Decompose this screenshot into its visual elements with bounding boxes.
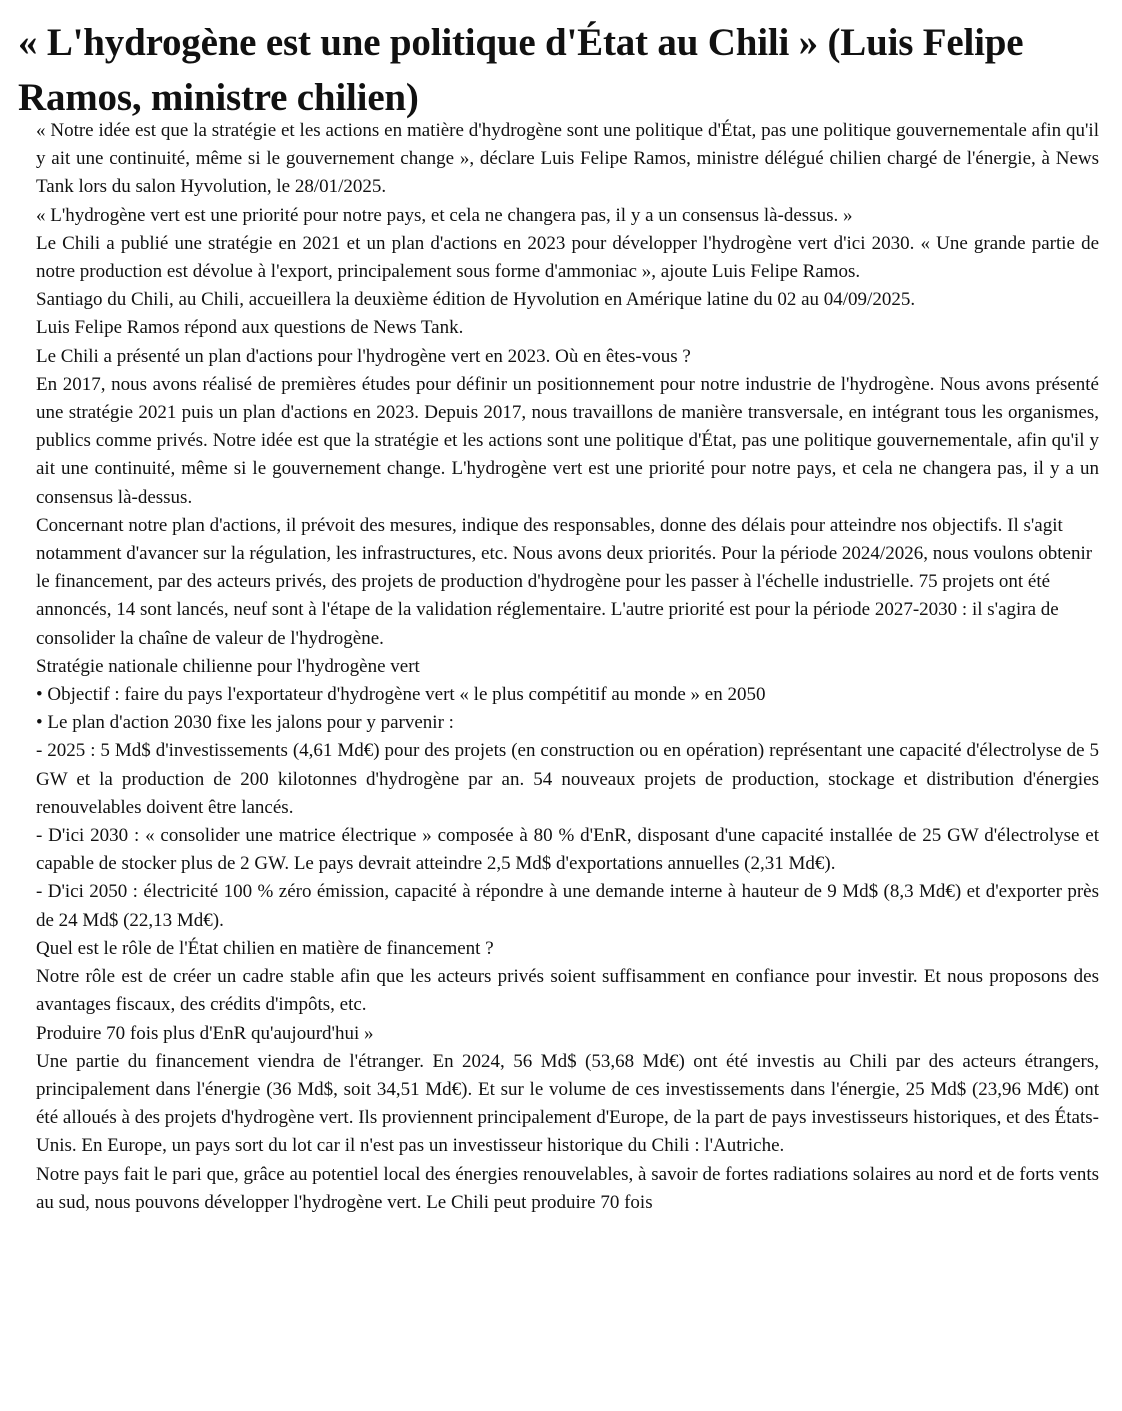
answer-history: En 2017, nous avons réalisé de premières études pour définir un positionnement pour notre industrie de l'hydrogène. Nous avons présenté une stratégie 2021 puis un plan d'actions en 2023. Depuis 2017, nous travaillons de manière transversale, en intégrant tous les organismes, publics comme privés. Notre idée est que la stratégie et les actions sont une politique d'État, pas une politique gouvernementale, afin qu'il y ait une continuité, même si le gouvernement change. L'hydrogène vert est une priorité pour notre pays, et cela ne changera pas, il y a un consensus là-dessus. (36, 373, 1099, 508)
milestone-2025: - 2025 : 5 Md$ d'investissements (4,61 Md€) pour des projets (en construction ou en opération) représentant une capacité d'électrolyse de 5 GW et la production de 200 kilotonnes d'hydrogène par an. 54 nouveaux projets de production, stockage et distribution d'énergies renouvelables doivent être lancés. (36, 740, 1099, 818)
answer-financing: Notre rôle est de créer un cadre stable afin que les acteurs privés soient suffisamment en confiance pour investir. Et nous proposons des avantages fiscaux, des crédits d'impôts, etc. (36, 966, 1099, 1016)
answer-priorities: Concernant notre plan d'actions, il prévoit des mesures, indique des responsables, donne des délais pour atteindre nos objectifs. Il s'agit notamment d'avancer sur la régulation, les infrastructures, etc. Nous avons deux priorités. Pour la période 2024/2026, nous voulons obtenir le financement, par des acteurs privés, des projets de production d'hydrogène pour les passer à l'échelle industrielle. 75 projets ont été annoncés, 14 sont lancés, neuf sont à l'étape de la validation réglementaire. L'autre priorité est pour la période 2027-2030 : il s'agira de consolider la chaîne de valeur de l'hydrogène. (36, 514, 1093, 649)
bullet-plan-2030: • Le plan d'action 2030 fixe les jalons pour y parvenir : (36, 712, 454, 734)
milestone-2050: - D'ici 2050 : électricité 100 % zéro émission, capacité à répondre à une demande interne à hauteur de 9 Md$ (8,3 Md€) et d'exporter près de 24 Md$ (22,13 Md€). (36, 881, 1099, 931)
question-financing: Quel est le rôle de l'État chilien en matière de financement ? (36, 937, 494, 959)
bullet-objective: • Objectif : faire du pays l'exportateur d'hydrogène vert « le plus compétitif au monde » en 2050 (36, 684, 766, 706)
paragraph-interview-intro: Luis Felipe Ramos répond aux questions de News Tank. (36, 317, 464, 339)
article-title: « L'hydrogène est une politique d'État au Chili » (Luis Felipe Ramos, ministre chilien) (18, 21, 1024, 119)
box-heading-strategy: Stratégie nationale chilienne pour l'hydrogène vert (36, 655, 420, 677)
milestone-2030: - D'ici 2030 : « consolider une matrice électrique » composée à 80 % d'EnR, disposant d'une capacité installée de 25 GW d'électrolyse et capable de stocker plus de 2 GW. Le pays devrait atteindre 2,5 Md$ d'exportations annuelles (2,31 Md€). (36, 825, 1099, 875)
paragraph-event-santiago: Santiago du Chili, au Chili, accueillera la deuxième édition de Hyvolution en Amérique latine du 02 au 04/09/2025. (36, 289, 916, 311)
paragraph-strategy-context: Le Chili a publié une stratégie en 2021 et un plan d'actions en 2023 pour développer l'hydrogène vert d'ici 2030. « Une grande partie de notre production est dévolue à l'export, principalement sous forme d'ammoniac », ajoute Luis Felipe Ramos. (36, 232, 1099, 283)
question-action-plan: Le Chili a présenté un plan d'actions pour l'hydrogène vert en 2023. Où en êtes-vous ? (36, 345, 691, 367)
paragraph-intro-quote: « Notre idée est que la stratégie et les actions en matière d'hydrogène sont une politique d'État, pas une politique gouvernementale afin qu'il y ait une continuité, même si le gouvernement change », déclare Luis Felipe Ramos, ministre délégué chilien chargé de l'énergie, à News Tank lors du salon Hyvolution, le 28/01/2025. (36, 120, 1099, 198)
subheading-70-times: Produire 70 fois plus d'EnR qu'aujourd'hui » (36, 1022, 374, 1044)
paragraph-foreign-investment: Une partie du financement viendra de l'étranger. En 2024, 56 Md$ (53,68 Md€) ont été investis au Chili par des acteurs étrangers, principalement dans l'énergie (36 Md$, soit 34,51 Md€). Et sur le volume de ces investissements dans l'énergie, 25 Md$ (23,96 Md€) ont été alloués à des projets d'hydrogène vert. Ils proviennent principalement d'Europe, de la part de pays investisseurs historiques, et des États-Unis. En Europe, un pays sort du lot car il n'est pas un investisseur historique du Chili : l'Autriche. (36, 1050, 1099, 1157)
article-body (36, 117, 1099, 1217)
paragraph-priority-quote: « L'hydrogène vert est une priorité pour notre pays, et cela ne changera pas, il y a un consensus là-dessus. » (36, 204, 853, 226)
paragraph-renewable-potential: Notre pays fait le pari que, grâce au potentiel local des énergies renouvelables, à savoir de fortes radiations solaires au nord et de forts vents au sud, nous pouvons développer l'hydrogène vert. Le Chili peut produire 70 fois (36, 1163, 1099, 1213)
